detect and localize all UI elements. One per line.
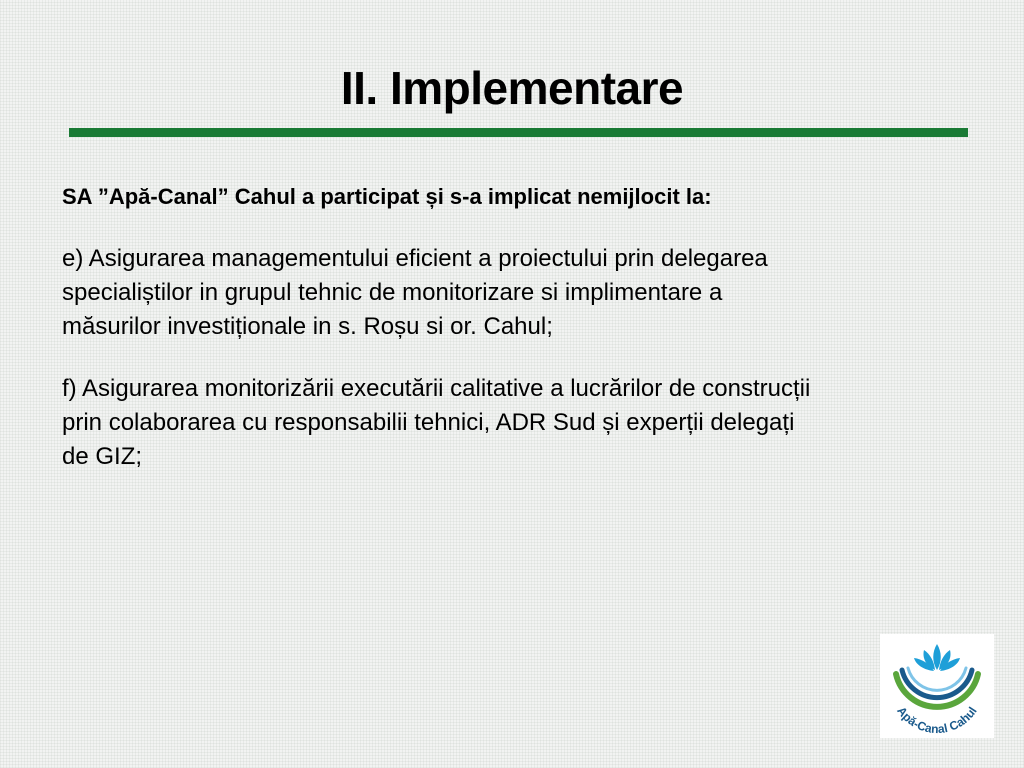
company-logo (880, 634, 994, 738)
paragraph-f (62, 372, 972, 474)
paragraph-line: f) Asigurarea monitorizării executării calitative a lucrărilor de construcții (62, 375, 811, 402)
paragraph-line: prin colaborarea cu responsabilii tehnici, ADR Sud și experții delegați (62, 409, 795, 436)
slide-title: II. Implementare (340, 62, 684, 114)
slide-body (62, 180, 972, 474)
paragraph-line: măsurilor investiționale in s. Roșu si or. Cahul; (62, 313, 553, 340)
title-underline (69, 128, 968, 137)
paragraph-e (62, 242, 972, 344)
logo-text: Apă-Canal Cahul (894, 703, 980, 737)
paragraph-line: specialiștilor in grupul tehnic de monitorizare si implimentare a (62, 279, 723, 306)
paragraph-line: e) Asigurarea managementului eficient a proiectului prin delegarea (62, 245, 768, 272)
paragraph-line: de GIZ; (62, 443, 143, 470)
intro-heading: SA ”Apă-Canal” Cahul a participat și s-a implicat nemijlocit la: (62, 184, 712, 209)
lotus-logo-icon (880, 634, 994, 738)
